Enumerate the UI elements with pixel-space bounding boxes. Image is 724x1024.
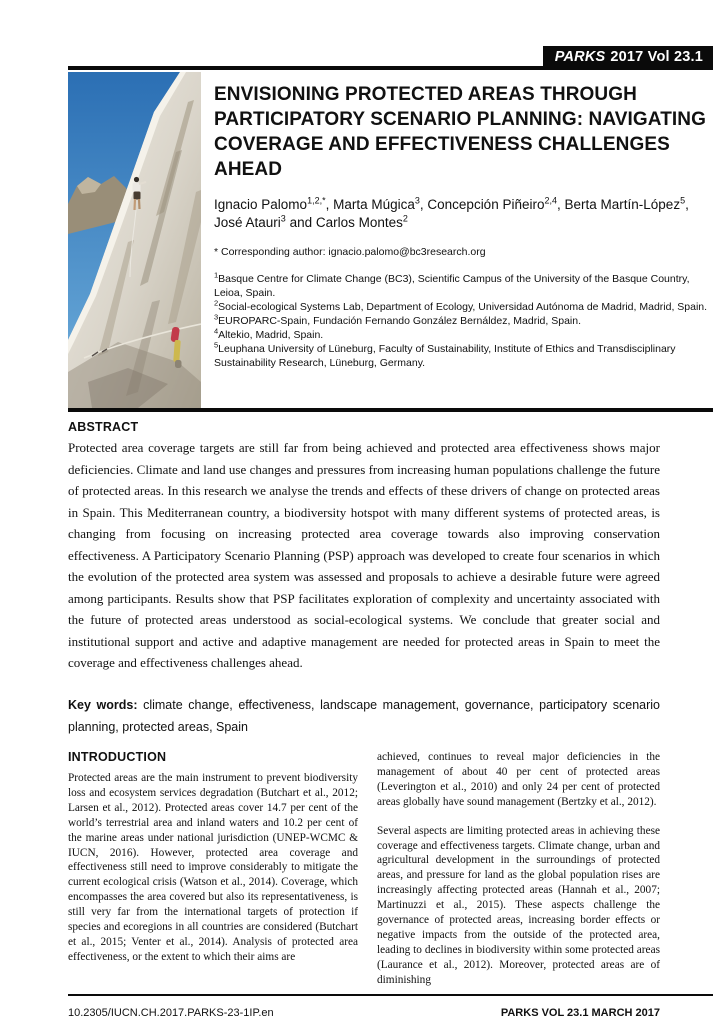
column-gap (358, 750, 377, 988)
introduction-paragraph: achieved, continues to reveal major deficiencies in the management of about 40 per cent of protected areas (Leverington et al., 2010) and only 24 per cent of protected areas globally have sound management (Bertzky et al., 2012). (377, 751, 660, 808)
author: Berta Martín-López$^5$, (564, 195, 689, 212)
affiliation: $^1$Basque Centre for Climate Change (BC3), Scientific Campus of the University of the Basque Country, Leioa, Spain. (214, 270, 690, 299)
abstract-heading: ABSTRACT (68, 420, 139, 434)
footer-issue-label: PARKS VOL 23.1 MARCH 2017 (500, 1006, 660, 1019)
affiliation: $^5$Leuphana University of Lüneburg, Faculty of Sustainability, Institute of Ethics and Transdisciplinary Sustainability Research, Lüneburg, Germany. (214, 340, 676, 369)
title-block (201, 72, 713, 408)
keywords (68, 694, 660, 738)
introduction-paragraph: Several aspects are limiting protected areas in achieving these coverage and effectiveness targets. Climate change, urban and agricultural development in the surroundings of protected areas, and pressure for land as the global population rises are increasingly affecting protected areas (Hannah et al., 2007; Martinuzzi et al., 2015). These aspects challenge the governance of protected areas, increasing border effects or negative impacts from the outside of the protected area, leading to declines in biodiversity within some protected areas (Laurance et al., 2012). Moreover, protected areas are of diminishing (377, 824, 660, 986)
header-divider-rule (68, 408, 713, 412)
page-footer (68, 1007, 660, 1019)
author: Carlos Montes$^2$ (315, 213, 408, 230)
journal-name: PARKS (554, 49, 606, 65)
footer-rule (68, 994, 713, 996)
author-list (214, 196, 713, 232)
masthead (68, 0, 713, 70)
keywords-label: Key words: (68, 697, 138, 712)
affiliation: $^2$Social-ecological Systems Lab, Department of Ecology, Universidad Autónoma de Madrid, Madrid, Spain. (214, 298, 708, 313)
cover-photo (68, 72, 201, 408)
introduction-paragraph: Protected areas are the main instrument to prevent biodiversity loss and ecosystem services degradation (Butchart et al., 2012; Larsen et al., 2012). Protected areas cover 14.7 per cent of the world’s terrestrial area and inland waters and 10.2 per cent of the marine areas under national jurisdiction (UNEP-WCMC & IUCN, 2016). However, protected area coverage and effectiveness still need to improve considerably to mitigate the current ecological crisis (Watson et al., 2014). Coverage, which encompasses the area covered but also its representativeness, is still very far from the international targets of protection if species and ecoregions in all countries are considered (Butchart et al., 2015; Venter et al., 2014). Analysis of protected area effectiveness, or the extent to which their aims are (68, 772, 358, 963)
corresponding-author: * Corresponding author: ignacio.palomo@bc3research.org (214, 246, 486, 258)
author: Concepción Piñeiro$^{2,4}$, (427, 195, 565, 212)
left-column (68, 750, 358, 988)
article-title: ENVISIONING PROTECTED AREAS THROUGH PARTICIPATORY SCENARIO PLANNING: NAVIGATING COVERAGE AND EFFECTIVENESS CHALLENGES AHEAD (214, 84, 706, 180)
author: Ignacio Palomo$^{1,2,*}$, (214, 195, 334, 212)
article-header (68, 72, 713, 408)
body-columns (68, 750, 724, 988)
author: Marta Múgica$^3$, (333, 195, 428, 212)
author: José Atauri$^3$ and (214, 213, 316, 230)
abstract-text: Protected area coverage targets are still far from being achieved and protected area effectiveness shows major deficiencies. Climate and land use changes and pressures from increasing human populations challenge the future of protected areas. In this research we analyse the trends and effects of these drivers of change on protected areas in Spain. This Mediterranean country, a biodiversity hotspot with many different systems of protected areas, is changing from focusing on increasing protected area coverage towards also improving conservation effectiveness. A Participatory Scenario Planning (PSP) approach was developed to create four scenarios in which the evolution of the protected area system was assessed and proposals to achieve a desirable future were agreed among participants. Results show that PSP facilitates exploration of complexity and uncertainty associated with the future of protected areas understood as social-ecological systems. We conclude that greater social and institutional support and active and adaptive management are needed for protected areas in Spain to meet the coverage and effectiveness challenges ahead. (68, 440, 660, 670)
introduction-heading: INTRODUCTION (68, 750, 167, 764)
issue-label: 2017 Vol 23.1 (610, 49, 703, 65)
climber-photo-illustration (68, 72, 201, 408)
affiliation: $^3$EUROPARC-Spain, Fundación Fernando González Bernáldez, Madrid, Spain. (214, 312, 581, 327)
journal-issue-badge (543, 46, 713, 68)
affiliation: $^4$Altekio, Madrid, Spain. (214, 326, 324, 341)
affiliation-list (214, 272, 713, 370)
doi-text: 10.2305/IUCN.CH.2017.PARKS-23-1IP.en (68, 1006, 274, 1019)
keywords-text: climate change, effectiveness, landscape management, governance, participatory scenario planning, protected areas, Spain (68, 697, 660, 734)
abstract-section (68, 420, 660, 674)
right-column (377, 750, 660, 988)
